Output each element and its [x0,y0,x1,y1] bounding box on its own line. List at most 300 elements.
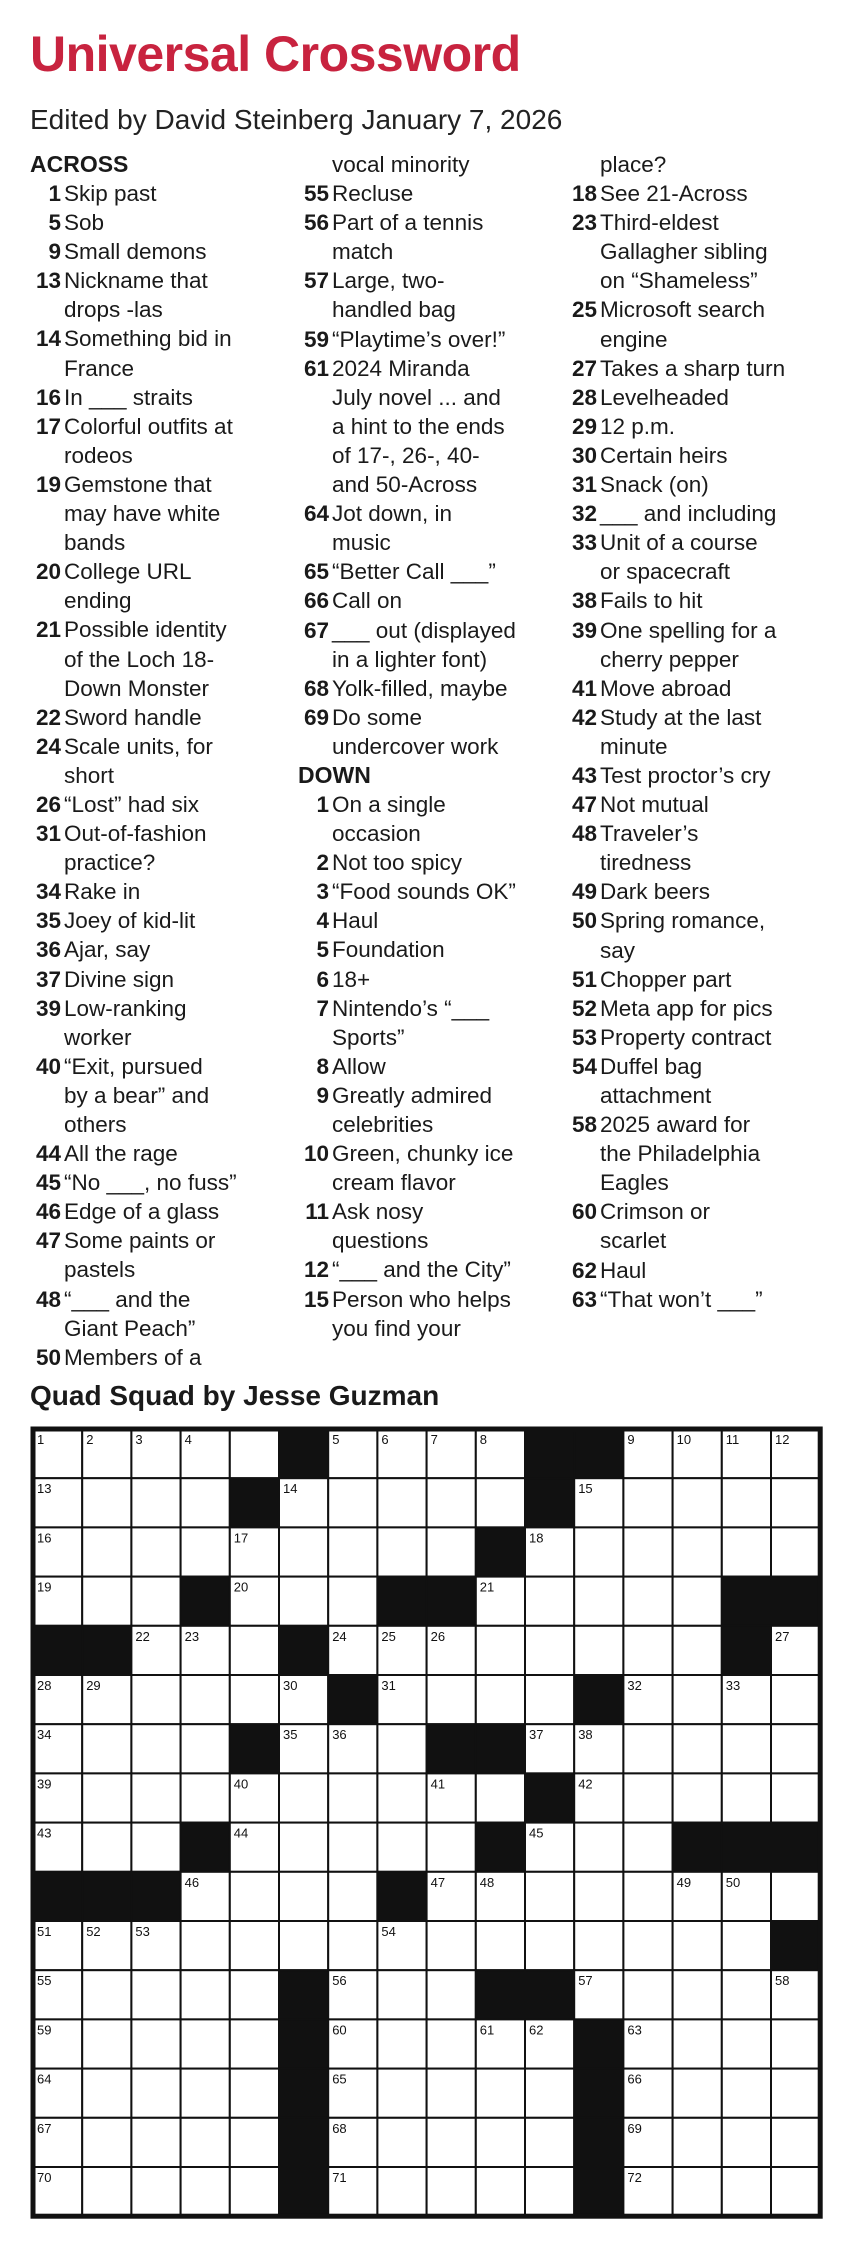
grid-cell[interactable] [427,2167,476,2216]
black-square [574,2167,623,2216]
clue-text: Part of a tennis [332,210,484,236]
grid-cell[interactable] [771,1872,820,1921]
grid-cell[interactable] [131,2019,180,2068]
black-square [476,1970,525,2019]
grid-cell[interactable] [427,1970,476,2019]
cell-number: 30 [283,1678,298,1693]
clue-number: 18 [571,181,597,207]
clue [298,994,560,1052]
clue-text: Fails to hit [600,588,703,614]
clue [30,1052,292,1139]
grid-cell[interactable] [673,1773,722,1822]
cell-number: 24 [332,1628,347,1644]
clue-text: Gallagher sibling [600,239,768,265]
grid-cell[interactable] [427,2118,476,2167]
clue-text: Spring romance, [600,908,766,934]
crossword-grid[interactable] [30,1426,828,2219]
clue-text: place? [600,152,667,177]
grid-cell[interactable] [525,1675,574,1724]
cell-number: 69 [627,2120,642,2136]
clue [30,179,292,208]
grid-cell[interactable] [673,1970,722,2019]
grid-cell[interactable] [623,1970,672,2019]
black-square [574,1429,623,1478]
clue [566,906,828,964]
grid-cell[interactable] [525,1921,574,1970]
grid-cell[interactable] [673,1527,722,1576]
clue-number: 42 [571,704,597,730]
clue [298,557,560,586]
grid-cell[interactable] [328,1921,377,1970]
grid-cell[interactable] [279,1921,328,1970]
grid-cell[interactable] [377,1970,426,2019]
grid-cell[interactable] [525,1872,574,1921]
cell-number: 34 [37,1727,52,1743]
clue-text: 18+ [332,966,371,992]
clue-text: Certain heirs [600,442,728,468]
grid-cell[interactable] [476,1921,525,1970]
grid-cell[interactable] [131,2118,180,2167]
clue-text: Colorful outfits at [64,413,233,439]
clue-text: of 17-, 26-, 40- [332,442,480,468]
clue-text: pastels [64,1257,136,1283]
grid-cell[interactable] [623,1872,672,1921]
clue-number: 51 [571,966,597,992]
grid-cell[interactable] [427,1675,476,1724]
clue-text: vocal minority [332,152,470,177]
clue [30,819,292,877]
clue-number: 58 [571,1112,597,1138]
clue [566,790,828,819]
grid-cell[interactable] [377,1527,426,1576]
grid-cell[interactable] [623,1478,672,1527]
grid-cell[interactable] [771,2069,820,2118]
cell-number: 51 [37,1924,52,1939]
grid-cell[interactable] [771,2167,820,2216]
grid-cell[interactable] [427,1921,476,1970]
clue-text: Allow [332,1053,386,1079]
grid-cell[interactable] [181,2019,230,2068]
grid-cell[interactable] [722,2019,771,2068]
clue [298,703,560,761]
black-square [328,1675,377,1724]
grid-cell[interactable] [476,1675,525,1724]
clue-column-1 [30,150,292,1372]
clue [566,470,828,499]
grid-cell[interactable] [574,1823,623,1872]
grid-cell[interactable] [722,2118,771,2167]
grid-cell[interactable] [476,1626,525,1675]
grid-cell[interactable] [476,2069,525,2118]
grid-cell[interactable] [230,2118,279,2167]
clue-text: Jot down, in [332,501,453,527]
cell-number: 45 [529,1825,544,1841]
clue [30,935,292,964]
grid-cell[interactable] [328,1823,377,1872]
grid-cell[interactable] [623,1773,672,1822]
grid-cell[interactable] [82,2069,131,2118]
clue-number: 65 [303,559,329,585]
grid-cell[interactable] [722,1921,771,1970]
grid-cell[interactable] [525,2118,574,2167]
grid-cell[interactable] [131,2167,180,2216]
clue-text: cream flavor [332,1170,456,1196]
grid-cell[interactable] [131,1478,180,1527]
clue-number: 7 [316,995,329,1021]
grid-cell[interactable] [131,1675,180,1724]
grid-cell[interactable] [181,1478,230,1527]
grid-cell[interactable] [673,1577,722,1626]
clue-number: 16 [35,384,61,410]
grid-cell[interactable] [623,1823,672,1872]
black-square [771,1921,820,1970]
grid-cell[interactable] [574,1626,623,1675]
grid-cell[interactable] [574,1527,623,1576]
clue-number: 50 [571,908,597,934]
grid-cell[interactable] [279,1773,328,1822]
black-square [574,2069,623,2118]
grid-cell[interactable] [377,1823,426,1872]
clue-number: 1 [316,791,329,817]
black-square [377,1872,426,1921]
clue-number: 53 [571,1024,597,1050]
grid-cell[interactable] [181,2118,230,2167]
clue-text: others [64,1112,127,1137]
clue-number: 29 [571,413,597,439]
grid-cell[interactable] [328,1478,377,1527]
grid-cell[interactable] [673,2118,722,2167]
clue-number: 36 [35,937,61,963]
grid-cell[interactable] [574,1577,623,1626]
grid-cell[interactable] [377,2069,426,2118]
clue [566,965,828,994]
grid-cell[interactable] [82,1724,131,1773]
cell-number: 44 [233,1825,249,1841]
grid-cell[interactable] [131,1823,180,1872]
clue-text: In ___ straits [64,384,193,410]
grid-cell[interactable] [673,1675,722,1724]
grid-cell[interactable] [328,1872,377,1921]
clue-text: Members of a [64,1344,202,1370]
cell-number: 18 [529,1530,544,1546]
grid-cell[interactable] [82,1577,131,1626]
cell-number: 22 [135,1628,150,1644]
grid-cell[interactable] [771,1773,820,1822]
grid-cell[interactable] [525,2069,574,2118]
black-square [525,1970,574,2019]
grid-cell[interactable] [377,1478,426,1527]
grid-cell[interactable] [279,1823,328,1872]
cell-number: 41 [430,1776,446,1792]
cell-number: 39 [37,1776,52,1792]
grid-cell[interactable] [427,1478,476,1527]
grid-cell[interactable] [525,1626,574,1675]
clue-number: 31 [35,821,61,847]
grid-cell[interactable] [181,1675,230,1724]
grid-cell[interactable] [722,1478,771,1527]
clue [298,1255,560,1284]
clue-number: 2 [316,850,329,876]
grid-cell[interactable] [722,1527,771,1576]
cell-number: 54 [381,1924,396,1939]
grid-cell[interactable] [230,1970,279,2019]
grid-cell[interactable] [181,1970,230,2019]
grid-cell[interactable] [574,1921,623,1970]
cell-number: 42 [578,1776,593,1792]
clue [566,295,828,353]
clue-text: Skip past [64,181,157,206]
grid-cell[interactable] [181,1724,230,1773]
clue-number: 31 [571,472,597,498]
clue-number: 62 [571,1257,597,1283]
black-square [230,1724,279,1773]
cell-number: 72 [627,2170,642,2185]
cell-number: 58 [775,1973,790,1989]
cell-number: 49 [676,1874,692,1890]
grid-cell[interactable] [623,1626,672,1675]
clue-number: 9 [316,1082,329,1108]
clue-number: 40 [35,1053,61,1079]
grid-cell[interactable] [181,1921,230,1970]
cell-number: 6 [381,1432,389,1447]
grid-cell[interactable] [427,1527,476,1576]
clue-number: 41 [571,675,597,701]
grid-cell[interactable] [377,1724,426,1773]
grid-cell[interactable] [771,1527,820,1576]
cell-number: 62 [529,2022,544,2038]
clue-text: a hint to the ends [332,413,505,439]
clue-text: Low-ranking [64,995,187,1021]
grid-cell[interactable] [427,1823,476,1872]
cell-number: 5 [332,1432,340,1447]
grid-cell[interactable] [673,1478,722,1527]
cell-number: 20 [233,1579,249,1595]
cell-number: 8 [479,1432,488,1447]
clue-text: Possible identity [64,617,227,643]
grid-cell[interactable] [722,1724,771,1773]
cell-number: 71 [332,2170,347,2185]
clue-text: Takes a sharp turn [600,355,786,381]
clue-text: attachment [600,1083,712,1108]
clue-text: Property contract [600,1024,772,1050]
grid-cell[interactable] [525,1577,574,1626]
grid-cell[interactable] [525,2167,574,2216]
grid-cell[interactable] [181,2069,230,2118]
grid-cell[interactable] [230,1429,279,1478]
grid-cell[interactable] [82,2019,131,2068]
clue-number: 33 [571,530,597,556]
clue [30,383,292,412]
black-square [722,1626,771,1675]
grid-cell[interactable] [623,1527,672,1576]
grid-cell[interactable] [230,1626,279,1675]
clue-text: Nickname that [64,268,208,294]
clue [298,208,560,266]
black-square [33,1626,82,1675]
clue-text: Not mutual [600,792,709,818]
clue-number: 69 [303,704,329,730]
grid-cell[interactable] [673,2019,722,2068]
clue [566,819,828,877]
black-square [476,1724,525,1773]
grid-cell[interactable] [673,1921,722,1970]
clue [566,616,828,674]
cell-number: 16 [37,1530,52,1546]
grid-cell[interactable] [181,1773,230,1822]
cell-number: 48 [479,1874,495,1890]
grid-cell[interactable] [377,1773,426,1822]
grid-cell[interactable] [82,1970,131,2019]
grid-cell[interactable] [131,1970,180,2019]
clue [566,1052,828,1110]
clue-text: of the Loch 18- [64,646,215,672]
clue-text: Duffel bag [600,1053,703,1079]
clue-text: Levelheaded [600,384,729,410]
grid-cell[interactable] [82,2167,131,2216]
grid-cell[interactable] [673,1724,722,1773]
grid-cell[interactable] [574,1872,623,1921]
grid-cell[interactable] [131,1724,180,1773]
grid-cell[interactable] [623,1577,672,1626]
cell-number: 17 [233,1530,249,1546]
grid-cell[interactable] [771,1675,820,1724]
grid-cell[interactable] [279,1527,328,1576]
clue-text: music [332,530,391,556]
grid-cell[interactable] [131,1527,180,1576]
clue [30,790,292,819]
clue [298,1052,560,1081]
grid-cell[interactable] [476,1773,525,1822]
clue [30,1139,292,1168]
clue-text: 12 p.m. [600,413,676,439]
clue-number: 14 [35,326,61,352]
clue [30,324,292,382]
cell-number: 29 [86,1678,101,1693]
clue-text: say [600,937,636,963]
grid-cell[interactable] [377,2019,426,2068]
grid-cell[interactable] [722,2167,771,2216]
cell-number: 57 [578,1973,593,1989]
grid-cell[interactable] [377,2118,426,2167]
grid-cell[interactable] [279,1577,328,1626]
clue-number: 56 [303,210,329,236]
grid-cell[interactable] [230,2069,279,2118]
black-square [574,2118,623,2167]
clue-text: 2024 Miranda [332,355,470,381]
clue-text: ___ out (displayed [332,617,516,643]
clue-text: Sword handle [64,704,202,730]
black-square [279,2118,328,2167]
clue-text: Unit of a course [600,530,758,556]
grid-cell[interactable] [476,2167,525,2216]
grid-cell[interactable] [328,1773,377,1822]
clue-text: All the rage [64,1141,178,1167]
black-square [673,1823,722,1872]
grid-cell[interactable] [722,1970,771,2019]
grid-cell[interactable] [131,2069,180,2118]
grid-cell[interactable] [230,2167,279,2216]
grid-cell[interactable] [82,2118,131,2167]
grid-cell[interactable] [476,1478,525,1527]
clue [566,1285,828,1314]
grid-cell[interactable] [771,1478,820,1527]
grid-cell[interactable] [131,1577,180,1626]
clue [566,441,828,470]
grid-cell[interactable] [771,2118,820,2167]
clue [298,965,560,994]
grid-cell[interactable] [623,1724,672,1773]
grid-cell[interactable] [230,1872,279,1921]
clue [30,237,292,266]
grid-cell[interactable] [82,1478,131,1527]
clue-text: 2025 award for [600,1112,751,1138]
clue [30,877,292,906]
clue-text: “Exit, pursued [64,1053,203,1079]
clue-number: 59 [303,326,329,352]
clue [566,761,828,790]
grid-cell[interactable] [623,1921,672,1970]
clue-number: 30 [571,442,597,468]
clue-number: 1 [48,181,61,206]
grid-cell[interactable] [427,2069,476,2118]
black-square [722,1577,771,1626]
grid-cell[interactable] [131,1773,180,1822]
grid-cell[interactable] [328,1577,377,1626]
grid-cell[interactable] [181,1527,230,1576]
cell-number: 26 [430,1628,446,1644]
grid-cell[interactable] [82,1527,131,1576]
cell-number: 59 [37,2022,52,2038]
clue-text: Giant Peach” [64,1315,196,1341]
clue [30,965,292,994]
grid-cell[interactable] [181,2167,230,2216]
cell-number: 28 [37,1678,52,1693]
clue-text: engine [600,326,668,352]
grid-cell[interactable] [722,1773,771,1822]
grid-cell[interactable] [673,1626,722,1675]
black-square [279,2167,328,2216]
cell-number: 9 [627,1432,635,1447]
clue [566,674,828,703]
grid-cell[interactable] [328,1527,377,1576]
clue-text: See 21-Across [600,181,748,207]
grid-cell[interactable] [279,1872,328,1921]
clue-text: minute [600,733,668,759]
grid-cell[interactable] [377,2167,426,2216]
grid-cell[interactable] [722,2069,771,2118]
clue-text: Call on [332,588,403,614]
grid-cell[interactable] [230,1921,279,1970]
clue-text: short [64,762,115,788]
grid-cell[interactable] [230,1675,279,1724]
clue-number: 6 [316,966,329,992]
clue-text: Some paints or [64,1228,216,1254]
grid-cell[interactable] [427,2019,476,2068]
grid-cell[interactable] [82,1773,131,1822]
grid-cell[interactable] [771,1724,820,1773]
clue-text: Green, chunky ice [332,1141,514,1167]
grid-cell[interactable] [82,1823,131,1872]
grid-cell[interactable] [230,2019,279,2068]
grid-cell[interactable] [771,2019,820,2068]
grid-cell[interactable] [476,2118,525,2167]
cell-number: 52 [86,1924,101,1939]
grid-cell[interactable] [673,2167,722,2216]
grid-cell[interactable] [673,2069,722,2118]
clue-number: 39 [35,995,61,1021]
clue-text: Foundation [332,937,445,963]
black-square [230,1478,279,1527]
